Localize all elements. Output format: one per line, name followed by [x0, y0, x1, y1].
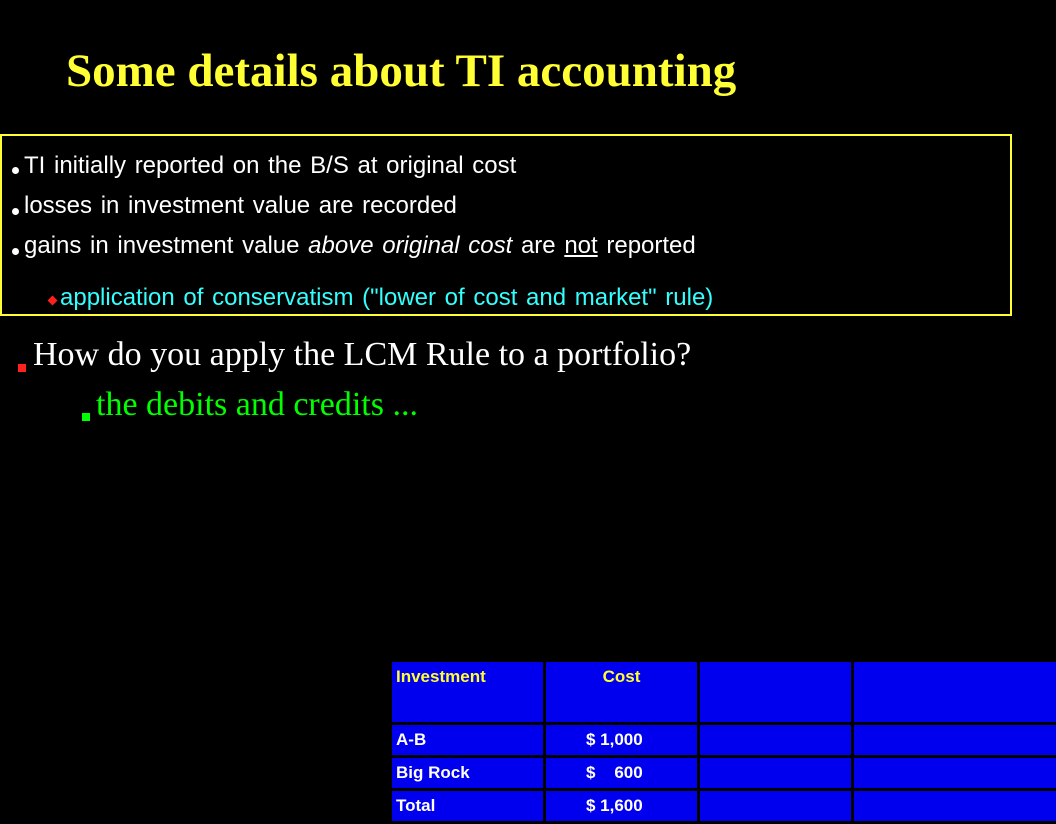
cell-investment: Total — [392, 791, 546, 824]
bullet-gains-text-a: gains in investment value — [24, 232, 309, 259]
header-cost: Cost — [546, 662, 700, 725]
cell-blank — [700, 758, 854, 791]
cell-cost: $ 600 — [546, 758, 700, 791]
table-row — [392, 791, 1056, 824]
cell-blank — [854, 758, 1056, 791]
bullet-gains-emphasis: above original cost — [308, 232, 513, 259]
bullet-original-cost: TI initially reported on the B/S at original cost — [24, 152, 517, 179]
bullet-box — [0, 134, 1012, 316]
table-row — [392, 725, 1056, 758]
cell-blank — [854, 791, 1056, 824]
table-header-row — [392, 662, 1056, 725]
cell-cost: $ 1,600 — [546, 791, 700, 824]
bullet-gains — [24, 232, 696, 260]
cell-blank — [700, 725, 854, 758]
bullet-losses: losses in investment value are recorded — [24, 192, 457, 219]
slide-title: Some details about TI accounting — [66, 45, 737, 97]
cell-blank — [854, 725, 1056, 758]
bullet-dot-icon — [12, 208, 19, 215]
bullet-gains-underline: not — [564, 232, 598, 259]
subquestion-text: the debits and credits ... — [96, 386, 418, 423]
cell-blank — [700, 791, 854, 824]
bullet-dot-icon — [12, 248, 19, 255]
cell-investment: A-B — [392, 725, 546, 758]
bullet-gains-text-b: are — [512, 232, 565, 259]
header-investment: Investment — [392, 662, 546, 725]
bullet-gains-text-c: reported — [597, 232, 696, 259]
square-bullet-icon — [82, 413, 90, 421]
table-row — [392, 758, 1056, 791]
header-blank — [854, 662, 1056, 725]
diamond-bullet-icon — [48, 296, 58, 306]
cell-investment: Big Rock — [392, 758, 546, 791]
square-bullet-icon — [18, 364, 26, 372]
header-blank — [700, 662, 854, 725]
question-text: How do you apply the LCM Rule to a portfolio? — [33, 336, 692, 373]
subbullet-conservatism: application of conservatism ("lower of cost and market" rule) — [60, 284, 714, 311]
investment-table — [392, 662, 1056, 824]
cell-cost: $ 1,000 — [546, 725, 700, 758]
bullet-dot-icon — [12, 167, 19, 174]
